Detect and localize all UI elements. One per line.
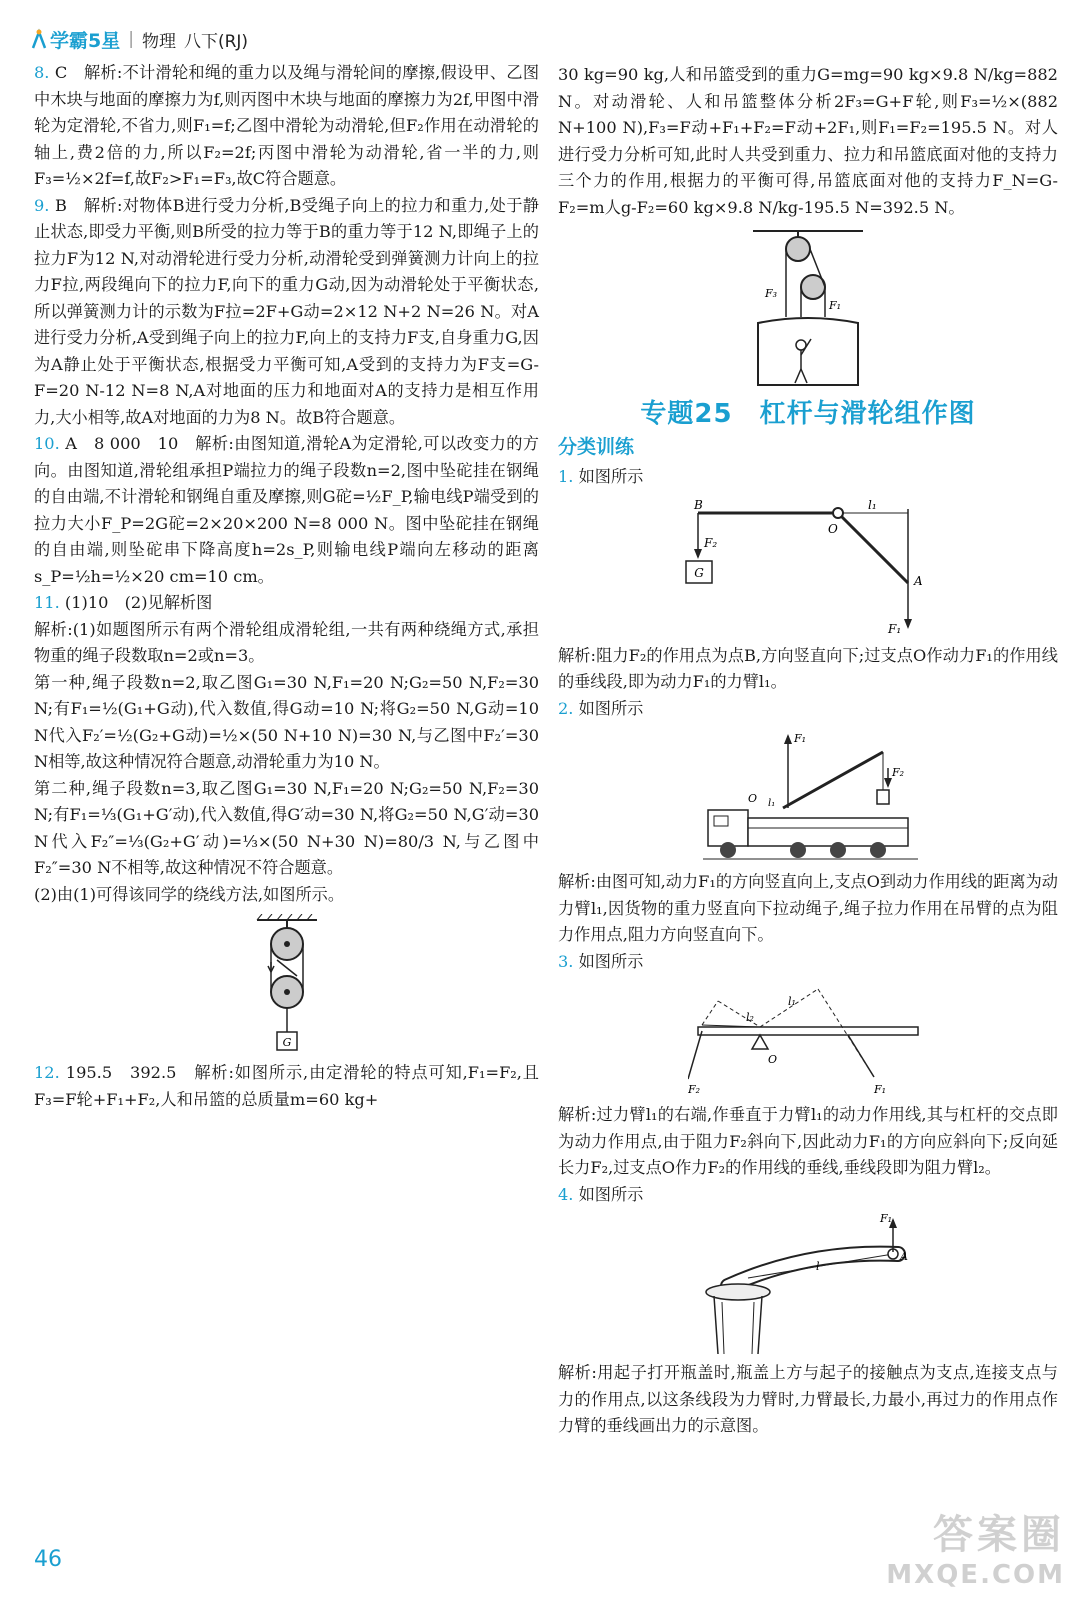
left-column	[34, 60, 539, 1113]
fig1-label-G: G	[694, 565, 704, 580]
fig1-label-B: B	[694, 497, 703, 512]
fig3-label-O: O	[768, 1053, 778, 1066]
fig1-label-A: A	[914, 573, 923, 588]
watermark: 答案圈 MXQE.COM	[886, 1512, 1065, 1590]
fig2-label-F2: F₂	[892, 766, 905, 779]
bottle-opener-figure	[688, 1214, 928, 1354]
q9: 9. B 解析:对物体B进行受力分析,B受绳子向上的拉力和重力,处于静止状态,即受力平衡,则B所受的拉力等于B的重力等于12 N,即绳子上的拉力F为12 N,对动滑轮进行受力分析,动滑轮受到弹簧测力计向上的拉力F拉,两段绳向下的拉力F,向下的重力G动,因为动滑轮处于平衡状态,所以弹簧测力计的示数为F拉=2F+G动=2×12 N+2 N=26 N。对A进行受力分析,A受到绳子向上的拉力F,向上的支持力F支,自身重力G,因为A静止处于平衡状态,根据受力平衡可知,A受到的支持力为F支=G-F=20 N-12 N=8 N,A对地面的压力和地面对A的支持力是相互作用力,大小相等,故A对地面的力为8 N。故B符合题意。	[34, 195, 539, 427]
fig1-label-l1: l₁	[868, 497, 877, 512]
item-4-text: 解析:用起子打开瓶盖时,瓶盖上方与起子的接触点为支点,连接支点与力的作用点,以这条线段为力臂时,力臂最长,力最小,再过力的作用点作力臂的垂线画出力的示意图。	[558, 1363, 1058, 1435]
right-column	[558, 62, 1058, 1440]
q12-cont: 30 kg=90 kg,人和吊篮受到的重力G=mg=90 kg×9.8 N/kg=882 N。对动滑轮、人和吊篮整体分析2F₃=G+F轮,则F₃=½×(882 N+100 N),F₃=F动+F₁+F₂=F动+2F₁,则F₁=F₂=195.5 N。对人进行受力分析可知,此时人共受到重力、拉力和吊篮底面对他的支持力三个力的作用,根据力的平衡可得,吊篮底面对他的支持力F_N=G-F₂=m人g-F₂=60 kg×9.8 N/kg-195.5 N=392.5 N。	[558, 65, 1058, 217]
item-1-text: 解析:阻力F₂的作用点为点B,方向竖直向下;过支点O作动力F₁的作用线的垂线段,即为动力F₁的力臂l₁。	[558, 645, 1058, 691]
section-title: 专题25 杠杆与滑轮组作图	[640, 399, 976, 429]
lever-figure-1	[668, 497, 948, 637]
pulley-block-figure	[252, 914, 322, 1054]
fig2-label-F1: F₁	[794, 732, 807, 745]
item-2-text: 解析:由图可知,动力F₁的方向竖直向上,支点O到动力作用线的距离为动力臂l₁,因货物的重力竖直向下拉动绳子,绳子拉力作用在吊臂的点为阻力作用点,阻力方向竖直向下。	[558, 872, 1058, 944]
q8: 8. C 解析:不计滑轮和绳的重力以及绳与滑轮间的摩擦,假设甲、乙图中木块与地面的摩擦力为f,则丙图中木块与地面的摩擦力为2f,甲图中滑轮为定滑轮,不省力,则F₁=f;乙图中滑轮为动滑轮,但F₂作用在动滑轮的轴上,费2倍的力,所以F₂=2f;丙图中滑轮为动滑轮,省一半的力,则F₃=½×2f=f,故F₂>F₁=F₃,故C符合题意。	[34, 63, 540, 188]
fig1-label-F1: F₁	[888, 621, 902, 636]
q11-p2: 第一种,绳子段数n=2,取乙图G₁=30 N,F₁=20 N;G₂=50 N,F₂=30 N;有F₁=½(G₁+G动),代入数值,得G动=10 N;将G₂=50 N,G动=10 N代入F₂′=½(G₂+G动)=½×(50 N+10 N)=30 N,与乙图中F₂′=30 N相等,故这种情况符合题意,动滑轮重力为10 N。	[34, 672, 539, 771]
fig1-label-F2: F₂	[704, 535, 718, 550]
fig4-label-l: l	[816, 1260, 820, 1273]
page-header: 学霸5星 | 物理 八下(RJ)	[30, 24, 248, 54]
fig3-label-l2: l₂	[746, 1011, 754, 1024]
lever-figure-3	[688, 981, 928, 1096]
item-1-head: 1. 如图所示	[558, 467, 644, 486]
item-3-head: 3. 如图所示	[558, 951, 644, 971]
crane-figure	[688, 728, 928, 863]
grade: 八下(RJ)	[183, 31, 249, 52]
fig2-label-l1: l₁	[768, 798, 776, 809]
basket-pulley-figure	[753, 227, 863, 387]
q11-p3: 第二种,绳子段数n=3,取乙图G₁=30 N,F₁=20 N;G₂=50 N,F₂=30 N;有F₁=⅓(G₁+G′动),代入数值,得G′动=30 N,将G₂=50 N,G′动=30 N代入F₂″=⅓(G₂+G′动)=⅓×(50 N+30 N)=80/3 N,与乙图中F₂″=30 N不相等,故这种情况不符合题意。	[34, 778, 539, 877]
brand-icon	[30, 28, 48, 50]
label-G: G	[282, 1036, 291, 1049]
fig4-label-F1: F₁	[880, 1214, 893, 1225]
q11-p4: (2)由(1)可得该同学的绕线方法,如图所示。	[34, 884, 345, 904]
item-3-text: 解析:过力臂l₁的右端,作垂直于力臂l₁的动力作用线,其与杠杆的交点即为动力作用点,由于阻力F₂斜向下,因此动力F₁的方向应斜向下;反向延长力F₂,过支点O作力F₂的作用线的垂线,垂线段即为阻力臂l₂。	[558, 1105, 1058, 1177]
fig3-label-F1: F₁	[874, 1083, 887, 1096]
q12: 12. 195.5 392.5 解析:如图所示,由定滑轮的特点可知,F₁=F₂,且F₃=F轮+F₁+F₂,人和吊篮的总质量m=60 kg+	[34, 1063, 539, 1109]
q11-p1: 解析:(1)如题图所示有两个滑轮组成滑轮组,一共有两种绕绳方式,承担物重的绳子段数取n=2或n=3。	[34, 619, 539, 665]
label-F1-basket: F₁	[829, 299, 842, 312]
fig2-label-O: O	[748, 792, 758, 805]
sub-title: 分类训练	[558, 435, 635, 458]
brand-name: 学霸5星	[50, 29, 121, 52]
item-4-head: 4. 如图所示	[558, 1184, 644, 1204]
fig1-label-O: O	[828, 521, 838, 536]
label-F3: F₃	[765, 287, 778, 300]
subject: 物理	[141, 31, 176, 52]
brand-logo	[30, 26, 120, 53]
fig4-label-A: A	[900, 1250, 908, 1263]
fig3-label-l1: l₁	[788, 995, 796, 1008]
fig3-label-F2: F₂	[688, 1083, 701, 1096]
item-2-head: 2. 如图所示	[558, 698, 644, 718]
q11: 11. (1)10 (2)见解析图	[34, 593, 213, 612]
q10: 10. A 8 000 10 解析:由图知道,滑轮A为定滑轮,可以改变力的方向。由图知道,滑轮组承担P端拉力的绳子段数n=2,图中坠砣挂在钢绳的自由端,不计滑轮和钢绳自重及摩擦,则G砣=½F_P,输电线P端受到的拉力大小F_P=2G砣=2×20×200 N=8 000 N。图中坠砣挂在钢绳的自由端,则坠砣串下降高度h=2s_P,则输电线P端向左移动的距离s_P=½h=½×20 cm=10 cm。	[34, 434, 539, 586]
page-number: 46	[34, 1547, 62, 1572]
